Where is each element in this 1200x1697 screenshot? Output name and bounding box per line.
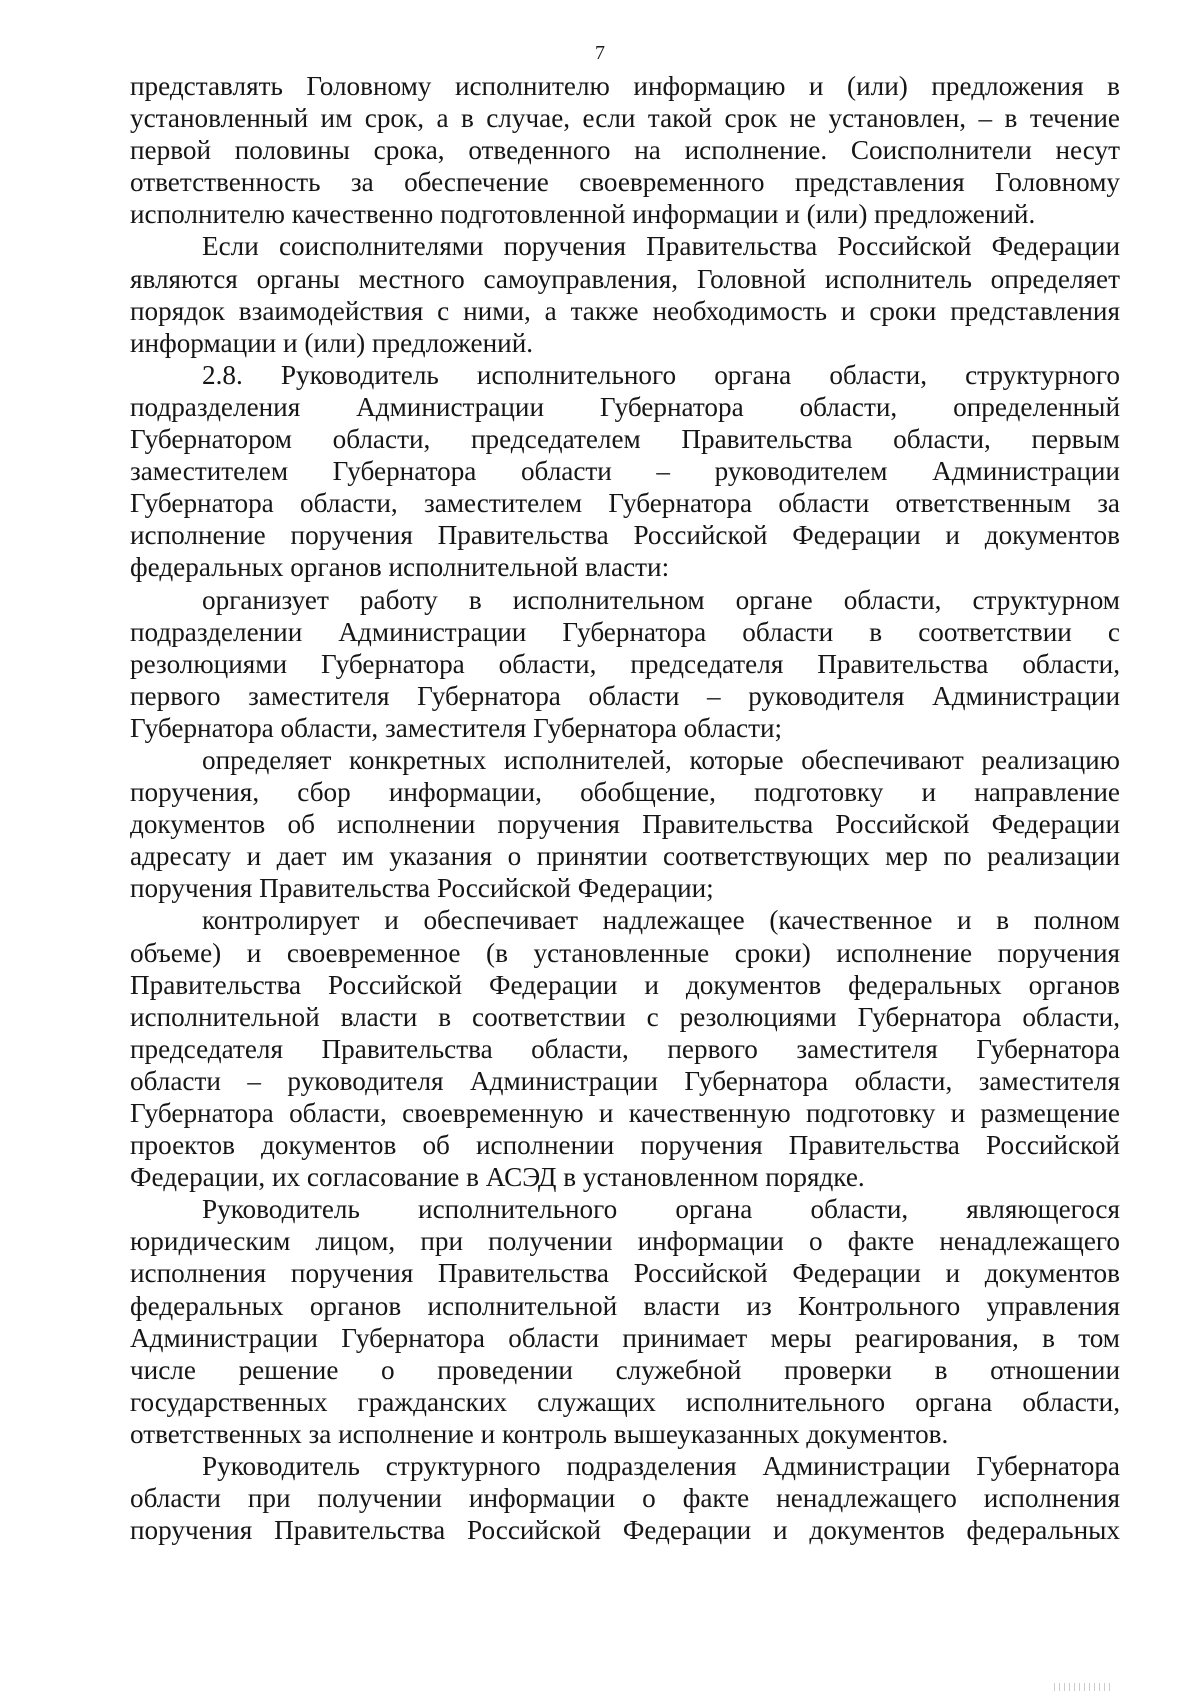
text-line: определяет конкретных исполнителей, которые обеспечивают реализацию bbox=[202, 744, 1120, 775]
text-line: контролирует и обеспечивает надлежащее (качественное и в полном bbox=[202, 905, 1120, 936]
text-line: объеме) и своевременное (в установленные сроки) исполнение поручения bbox=[130, 937, 1120, 968]
text-line: Губернатором области, председателем Правительства области, первым bbox=[130, 424, 1120, 455]
text-line: резолюциями Губернатора области, председателя Правительства области, bbox=[130, 648, 1120, 679]
document-body bbox=[130, 70, 1120, 1546]
text-line: Руководитель структурного подразделения Администрации Губернатора bbox=[202, 1451, 1120, 1482]
text-line: числе решение о проведении служебной проверки в отношении bbox=[130, 1354, 1120, 1385]
text-line: области при получении информации о факте ненадлежащего исполнения bbox=[130, 1483, 1120, 1514]
text-line: 2.8. Руководитель исполнительного органа области, структурного bbox=[202, 359, 1120, 390]
text-line: государственных гражданских служащих исполнительного органа области, bbox=[130, 1386, 1120, 1417]
text-line: порядок взаимодействия с ними, а также необходимость и сроки представления bbox=[130, 295, 1120, 326]
text-line: Федерации, их согласование в АСЭД в установленном порядке. bbox=[130, 1162, 865, 1193]
text-line: исполнителю качественно подготовленной информации и (или) предложений. bbox=[130, 199, 1036, 230]
text-line: исполнения поручения Правительства Российской Федерации и документов bbox=[130, 1258, 1120, 1289]
text-line: федеральных органов исполнительной власти: bbox=[130, 552, 670, 583]
text-line: подразделения Администрации Губернатора области, определенный bbox=[130, 391, 1120, 422]
text-line: документов об исполнении поручения Правительства Российской Федерации bbox=[130, 809, 1120, 840]
text-line: Губернатора области, заместителем Губернатора области ответственным за bbox=[130, 488, 1120, 519]
text-line: являются органы местного самоуправления, Головной исполнитель определяет bbox=[130, 263, 1120, 294]
text-line: Правительства Российской Федерации и документов федеральных органов bbox=[130, 969, 1120, 1000]
text-line: представлять Головному исполнителю информацию и (или) предложения в bbox=[130, 71, 1120, 101]
text-line: ответственность за обеспечение своевременного представления Головному bbox=[130, 167, 1120, 198]
text-line: ответственных за исполнение и контроль вышеуказанных документов. bbox=[130, 1418, 949, 1449]
text-line: юридическим лицом, при получении информации о факте ненадлежащего bbox=[130, 1226, 1120, 1257]
text-line: подразделении Администрации Губернатора области в соответствии с bbox=[130, 616, 1120, 647]
text-line: заместителем Губернатора области – руководителем Администрации bbox=[130, 456, 1120, 487]
text-line: Губернатора области, заместителя Губернатора области; bbox=[130, 712, 783, 743]
text-line: Если соисполнителями поручения Правительства Российской Федерации bbox=[202, 231, 1120, 262]
text-line: информации и (или) предложений. bbox=[130, 327, 534, 358]
text-line: Администрации Губернатора области принимает меры реагирования, в том bbox=[130, 1322, 1120, 1353]
text-line: Руководитель исполнительного органа области, являющегося bbox=[202, 1194, 1120, 1225]
text-line: председателя Правительства области, первого заместителя Губернатора bbox=[130, 1033, 1120, 1064]
text-line: установленный им срок, а в случае, если такой срок не установлен, – в течение bbox=[130, 103, 1120, 134]
text-line: проектов документов об исполнении поручения Правительства Российской bbox=[130, 1130, 1120, 1161]
text-line: организует работу в исполнительном органе области, структурном bbox=[202, 584, 1120, 615]
text-line: исполнительной власти в соответствии с резолюциями Губернатора области, bbox=[130, 1001, 1120, 1032]
text-line: области – руководителя Администрации Губернатора области, заместителя bbox=[130, 1065, 1120, 1096]
text-line: исполнение поручения Правительства Российской Федерации и документов bbox=[130, 520, 1120, 551]
text-line: поручения Правительства Российской Федерации; bbox=[130, 873, 714, 904]
text-line: поручения Правительства Российской Федерации и документов федеральных bbox=[130, 1515, 1120, 1546]
text-line: первой половины срока, отведенного на исполнение. Соисполнители несут bbox=[130, 135, 1120, 166]
text-line: федеральных органов исполнительной власти из Контрольного управления bbox=[130, 1290, 1120, 1321]
text-line: адресату и дает им указания о принятии соответствующих мер по реализации bbox=[130, 841, 1120, 872]
text-line: поручения, сбор информации, обобщение, подготовку и направление bbox=[130, 777, 1120, 808]
text-line: Губернатора области, своевременную и качественную подготовку и размещение bbox=[130, 1098, 1120, 1128]
page-number: 7 bbox=[595, 42, 605, 64]
text-line: первого заместителя Губернатора области – руководителя Администрации bbox=[130, 680, 1120, 711]
scan-artifact bbox=[1054, 1683, 1114, 1691]
